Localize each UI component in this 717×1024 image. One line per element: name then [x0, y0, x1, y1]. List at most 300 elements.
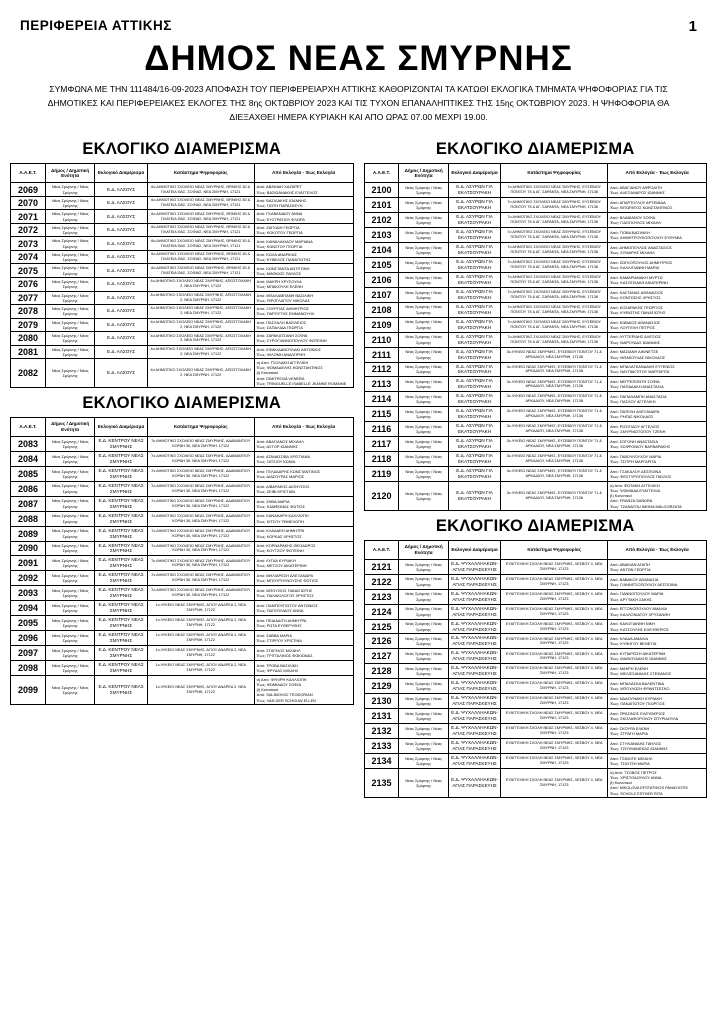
cell-municipality: Νέας Σμύρνης / Νέας Σμύρνης — [45, 183, 94, 197]
cell-venue: 1ο ΛΥΚΕΙΟ ΝΕΑΣ ΣΜΥΡΝΗΣ, ΑΓΙΟΥ ΑΝΔΡΕΑ 2, ΝΕΑ ΣΜΥΡΝΗ, 17122 — [147, 675, 254, 704]
cell-venue: ΕΥΑΓΓΕΛΙΚΗ ΣΧΟΛΗ ΝΕΑΣ ΣΜΥΡΝΗΣ, ΛΕΣΒΟΥ 4, ΝΕΑ ΣΜΥΡΝΗ, 17123 — [501, 664, 608, 679]
cell-municipality: Νέας Σμύρνης / Νέας Σμύρνης — [45, 661, 94, 676]
cell-aet: 2075 — [11, 264, 46, 278]
col-header-aet: Α.Α.Ε.Τ. — [11, 417, 46, 436]
cell-aet: 2116 — [364, 422, 399, 437]
cell-municipality: Νέας Σμύρνης / Νέας Σμύρνης — [399, 302, 448, 317]
cell-aet: 2115 — [364, 407, 399, 422]
cell-municipality: Νέας Σμύρνης / Νέας Σμύρνης — [45, 237, 94, 251]
cell-voter-range: Από: ΤΡΟΒΑ ΒΑΣΙΛΙΚΗ Έως: ΦΡΥΔΑΣ ΜΙΧΑΗΛ — [254, 661, 353, 676]
table-row — [11, 586, 354, 601]
cell-municipality: Νέας Σμύρνης / Νέας Σμύρνης — [399, 183, 448, 198]
table-row — [11, 250, 354, 264]
cell-district: Ε.Δ. ΚΕΝΤΡΟΥ ΝΕΑΣ ΣΜΥΡΝΗΣ — [95, 511, 148, 526]
cell-district: Ε.Δ. ΨΥΧΑΛΛΗΑΚΩΝ-ΑΓΙΑΣ ΠΑΡΑΣΚΕΥΗΣ — [448, 589, 501, 604]
cell-venue: 4ο ΔΗΜΟΤΙΚΟ ΣΧΟΛΕΙΟ ΝΕΑΣ ΣΜΥΡΝΗΣ, ΑΠΟΣΤΟΛΑΚΗ 2, ΝΕΑ ΣΜΥΡΝΗ, 17122 — [147, 345, 254, 359]
cell-municipality: Νέας Σμύρνης / Νέας Σμύρνης — [45, 601, 94, 616]
cell-aet: 2132 — [364, 724, 399, 739]
cell-district: Ε.Δ. ΨΥΧΑΛΛΗΑΚΩΝ-ΑΓΙΑΣ ΠΑΡΑΣΚΕΥΗΣ — [448, 739, 501, 754]
cell-district: Ε.Δ. ΑΛΣΟΥΣ — [95, 318, 148, 332]
cell-venue: ΕΥΑΓΓΕΛΙΚΗ ΣΧΟΛΗ ΝΕΑΣ ΣΜΥΡΝΗΣ, ΛΕΣΒΟΥ 4, ΝΕΑ ΣΜΥΡΝΗ, 17123 — [501, 724, 608, 739]
cell-district: Ε.Δ. ΑΣΥΡΩΝ ΓΙΑ ΕΚΑΤΣΟΥΡΑΚΗ — [448, 257, 501, 272]
col-header-aet: Α.Α.Ε.Τ. — [364, 540, 399, 559]
cell-district: Ε.Δ. ΨΥΧΑΛΛΗΑΚΩΝ-ΑΓΙΑΣ ΠΑΡΑΣΚΕΥΗΣ — [448, 664, 501, 679]
cell-municipality: Νέας Σμύρνης / Νέας Σμύρνης — [45, 616, 94, 631]
cell-municipality: Νέας Σμύρνης / Νέας Σμύρνης — [399, 437, 448, 452]
cell-venue: 7ο ΔΗΜΟΤΙΚΟ ΣΧΟΛΕΙΟ ΝΕΑΣ ΣΜΥΡΝΗΣ, ΑΔΑΜΑΝΤΙΟΥ ΚΟΡΑΗ 30, ΝΕΑ ΣΜΥΡΝΗ, 17122 — [147, 496, 254, 511]
cell-district: Ε.Δ. ΚΕΝΤΡΟΥ ΝΕΑΣ ΣΜΥΡΝΗΣ — [95, 496, 148, 511]
cell-district: Ε.Δ. ΚΕΝΤΡΟΥ ΝΕΑΣ ΣΜΥΡΝΗΣ — [95, 631, 148, 646]
cell-district: Ε.Δ. ΨΥΧΑΛΛΗΑΚΩΝ-ΑΓΙΑΣ ΠΑΡΑΣΚΕΥΗΣ — [448, 574, 501, 589]
cell-aet: 2091 — [11, 556, 46, 571]
cell-municipality: Νέας Σμύρνης / Νέας Σμύρνης — [45, 332, 94, 346]
cell-voter-range: Από: ΠΕΔΙΑΔΙΤΗ ΔΗΜΗΤΡΑ Έως: ΡΩΤΑ ΕΥΘΕΡΥΘΗΣ — [254, 616, 353, 631]
page-number: 1 — [688, 18, 697, 35]
cell-district: Ε.Δ. ΚΕΝΤΡΟΥ ΝΕΑΣ ΣΜΥΡΝΗΣ — [95, 586, 148, 601]
cell-municipality: Νέας Σμύρνης / Νέας Σμύρνης — [399, 574, 448, 589]
cell-aet: 2131 — [364, 709, 399, 724]
table-row — [364, 664, 707, 679]
table-row — [11, 277, 354, 291]
cell-venue: 6ο ΔΗΜΟΤΙΚΟ ΣΧΟΛΕΙΟ ΝΕΑΣ ΣΜΥΡΝΗΣ, ΘΡΑΚΗΣ 30 & ΠΛΑΤΕΙΑ ΘΑΣ. ΣΟΦΙΑΣ, ΝΕΑ ΣΜΥΡΝΗ, 17121 — [147, 250, 254, 264]
cell-voter-range: Από: ΠΑΤΕΛΗ ΑΛΕΞΑΝΔΡΑ Έως: ΡΗΓΑΣ ΝΙΚΟΛΑΟΣ — [608, 407, 707, 422]
cell-voter-range: Από: ΒΛΑΒΙΑΝΟΥ ΣΟΦΙΑ Έως: ΓΙΔΟΠΟΥΛΟΣ ΜΙΧΑΗΛ — [608, 213, 707, 228]
cell-voter-range: Από: ΣΟΓΟΝΗ ΑΝΑΣΤΑΣΙΑ Έως: ΣΩΦΡΟΝΙΟΥ ΒΑΡΒΑΡΑΚΗΣ — [608, 437, 707, 452]
col-header-range: Από Εκλογέα - Έως Εκλογέα — [608, 164, 707, 183]
region-title: ΠΕΡΙΦΕΡΕΙΑ ΑΤΤΙΚΗΣ — [20, 18, 172, 33]
cell-venue: ΕΥΑΓΓΕΛΙΚΗ ΣΧΟΛΗ ΝΕΑΣ ΣΜΥΡΝΗΣ, ΛΕΣΒΟΥ 4, ΝΕΑ ΣΜΥΡΝΗ, 17123 — [501, 709, 608, 724]
cell-venue: ΕΥΑΓΓΕΛΙΚΗ ΣΧΟΛΗ ΝΕΑΣ ΣΜΥΡΝΗΣ, ΛΕΣΒΟΥ 4, ΝΕΑ ΣΜΥΡΝΗ, 17123 — [501, 753, 608, 768]
table-row — [11, 332, 354, 346]
table-row — [364, 257, 707, 272]
page-subtitle: ΣΥΜΦΩΝΑ ΜΕ ΤΗΝ 111484/16-09-2023 ΑΠΟΦΑΣΗ ΤΟΥ ΠΕΡΙΦΕΡΕΙΑΡΧΗ ΑΤΤΙΚΗΣ ΚΑΘΟΡΙΖΟΝΤΑΙ ΤΑ ΚΑΤΩΘΙ ΕΚΛΟΓΙΚΑ ΤΜΗΜΑΤΑ ΨΗΦΟΦΟΡΙΑΣ ΓΙΑ ΤΙΣ ΔΗΜΟΤΙΚΕΣ ΚΑΙ ΠΕΡΙΦΕΡΕΙΑΚΕΣ ΕΚΛΟΓΕΣ ΤΗΣ 8ης ΟΚΤΩΒΡΙΟΥ 2023 ΚΑΙ ΤΙΣ ΤΥΧΟΝ ΕΠΑΝΑΛΗΠΤΙΚΕΣ ΤΗΣ 15ης ΟΚΤΩΒΡΙΟΥ 2023. Η ΨΗΦΟΦΟΡΙΑ ΘΑ ΔΙΕΞΑΧΘΕΙ ΗΜΕΡΑ ΚΥΡΙΑΚΗ ΚΑΙ ΑΠΟ ΩΡΑΣ 07.00 ΜΕΧΡΙ 19.00. — [47, 83, 670, 123]
cell-aet: 2124 — [364, 604, 399, 619]
cell-municipality: Νέας Σμύρνης / Νέας Σμύρνης — [45, 646, 94, 661]
cell-venue: 6ο ΔΗΜΟΤΙΚΟ ΣΧΟΛΕΙΟ ΝΕΑΣ ΣΜΥΡΝΗΣ, ΘΡΑΚΗΣ 30 & ΠΛΑΤΕΙΑ ΘΑΣ. ΣΟΦΙΑΣ, ΝΕΑ ΣΜΥΡΝΗ, 17121 — [147, 237, 254, 251]
cell-voter-range: Από: ΚΥΠΑΡΙΣΣΗ ΑΙΚΑΤΕΡΙΝΗ Έως: ΜΑΘΙΟΥΔΑΚΗΣ ΙΩΑΝΝΗΣ — [608, 649, 707, 664]
cell-district: Ε.Δ. ΨΥΧΑΛΛΗΑΚΩΝ-ΑΓΙΑΣ ΠΑΡΑΣΚΕΥΗΣ — [448, 724, 501, 739]
cell-municipality: Νέας Σμύρνης / Νέας Σμύρνης — [45, 318, 94, 332]
cell-voter-range: Από: ΖΑΓΚΑΙΗ ΓΕΩΡΓΙΑ Έως: ΚΟΚΟΤΟΥ ΓΕΩΡΓΙΑ — [254, 223, 353, 237]
cell-venue: ΕΥΑΓΓΕΛΙΚΗ ΣΧΟΛΗ ΝΕΑΣ ΣΜΥΡΝΗΣ, ΛΕΣΒΟΥ 4, ΝΕΑ ΣΜΥΡΝΗ, 17123 — [501, 679, 608, 694]
table-row — [364, 753, 707, 768]
cell-voter-range: Από: ΛΥΓΔΑ ΚΥΡΙΑΚΗ Έως: ΜΕΤΣΟΥ ΑΙΚΑΤΕΡΙΝΗ — [254, 556, 353, 571]
table-row — [364, 198, 707, 213]
col-header-range: Από Εκλογέα - Έως Εκλογέα — [254, 417, 353, 436]
table-row — [11, 631, 354, 646]
cell-aet: 2099 — [11, 675, 46, 704]
cell-venue: 3ο ΛΥΚΕΙΟ ΝΕΑΣ ΣΜΥΡΝΗΣ, ΕΥΣΕΒΙΟΥ ΠΟΝΤΟΥ 71 & ΑΡΚΑΔΙΟΥ, ΝΕΑ ΣΜΥΡΝΗ, 17136 — [501, 377, 608, 392]
cell-municipality: Νέας Σμύρνης / Νέας Σμύρνης — [45, 436, 94, 451]
cell-voter-range: Από: ΕΓΓΟΝΟΠΟΥΛΟΥ ΑΜΑΛΙΑ Έως: ΚΑΛΛΟΝΙΑΤΟΥ ΧΡΥΣΑΝΘΗ — [608, 604, 707, 619]
cell-municipality: Νέας Σμύρνης / Νέας Σμύρνης — [399, 452, 448, 467]
cell-venue: 4ο ΔΗΜΟΤΙΚΟ ΣΧΟΛΕΙΟ ΝΕΑΣ ΣΜΥΡΝΗΣ, ΑΠΟΣΤΟΛΑΚΗ 2, ΝΕΑ ΣΜΥΡΝΗ, 17122 — [147, 305, 254, 319]
table-row — [11, 318, 354, 332]
table-row — [364, 228, 707, 243]
cell-aet: 2088 — [11, 511, 46, 526]
col-header-municipality: Δήμος / Δημοτική Ενότητα — [45, 164, 94, 183]
table-row — [11, 210, 354, 224]
cell-aet: 2101 — [364, 198, 399, 213]
cell-district: Ε.Δ. ΚΕΝΤΡΟΥ ΝΕΑΣ ΣΜΥΡΝΗΣ — [95, 556, 148, 571]
cell-venue: 6ο ΔΗΜΟΤΙΚΟ ΣΧΟΛΕΙΟ ΝΕΑΣ ΣΜΥΡΝΗΣ, ΘΡΑΚΗΣ 30 & ΠΛΑΤΕΙΑ ΘΑΣ. ΣΟΦΙΑΣ, ΝΕΑ ΣΜΥΡΝΗ, 17121 — [147, 196, 254, 210]
cell-aet: 2093 — [11, 586, 46, 601]
cell-district: Ε.Δ. ΑΛΣΟΥΣ — [95, 183, 148, 197]
cell-district: Ε.Δ. ΚΕΝΤΡΟΥ ΝΕΑΣ ΣΜΥΡΝΗΣ — [95, 571, 148, 586]
cell-venue: 3ο ΛΥΚΕΙΟ ΝΕΑΣ ΣΜΥΡΝΗΣ, ΕΥΣΕΒΙΟΥ ΠΟΝΤΟΥ 71 & ΑΡΚΑΔΙΟΥ, ΝΕΑ ΣΜΥΡΝΗ, 17136 — [501, 467, 608, 482]
cell-district: Ε.Δ. ΑΛΣΟΥΣ — [95, 264, 148, 278]
cell-venue: 7ο ΔΗΜΟΤΙΚΟ ΣΧΟΛΕΙΟ ΝΕΑΣ ΣΜΥΡΝΗΣ, ΑΔΑΜΑΝΤΙΟΥ ΚΟΡΑΗ 30, ΝΕΑ ΣΜΥΡΝΗ, 17122 — [147, 451, 254, 466]
cell-venue: 7ο ΔΗΜΟΤΙΚΟ ΣΧΟΛΕΙΟ ΝΕΑΣ ΣΜΥΡΝΗΣ, ΑΔΑΜΑΝΤΙΟΥ ΚΟΡΑΗ 30, ΝΕΑ ΣΜΥΡΝΗ, 17122 — [147, 481, 254, 496]
electoral-table-2 — [10, 417, 354, 705]
cell-voter-range: Από: ΚΩΒΑΙΟΣ ΑΘΑΝΑΣΙΟΣ Έως: ΛΟΥΓΕΛΗ ΠΕΤΡΟΣ — [608, 317, 707, 332]
cell-voter-range: Από: ΠΡΑΣΙΝΟΣ ΕΛΕΥΘΕΡΙΟΣ Έως: ΣΚΟΛΑΦΟΡΟΛΟΥ ΣΠΥΡΙΔΟΥΛΑ — [608, 709, 707, 724]
section-title-4: ΕΚΛΟΓΙΚΟ ΔΙΑΜΕΡΙΣΜΑ — [435, 516, 635, 535]
cell-municipality: Νέας Σμύρνης / Νέας Σμύρνης — [399, 753, 448, 768]
cell-venue: ΕΥΑΓΓΕΛΙΚΗ ΣΧΟΛΗ ΝΕΑΣ ΣΜΥΡΝΗΣ, ΛΕΣΒΟΥ 4, ΝΕΑ ΣΜΥΡΝΗ, 17123 — [501, 619, 608, 634]
cell-district: Ε.Δ. ΑΣΥΡΩΝ ΓΙΑ ΕΚΑΤΣΟΥΡΑΚΗ — [448, 243, 501, 258]
cell-aet: 2085 — [11, 466, 46, 481]
cell-district: Ε.Δ. ΨΥΧΑΛΛΗΑΚΩΝ-ΑΓΙΑΣ ΠΑΡΑΣΚΕΥΗΣ — [448, 709, 501, 724]
cell-municipality: Νέας Σμύρνης / Νέας Σμύρνης — [399, 694, 448, 709]
cell-voter-range: Από: ΚΩΛΑ ΑΝΔΡΙΚΑΣ Έως: ΚΥΒΕΛΟΣ ΠΑΝΑΓΙΩΤΗΣ — [254, 250, 353, 264]
cell-municipality: Νέας Σμύρνης / Νέας Σμύρνης — [45, 481, 94, 496]
cell-voter-range: α) Από: ΤΣΟΛΑΚΗ ΑΓΓΕΛΙΚΗ Έως: ΨΩΜΑΔΕΛΗΣ ΚΩΝΣΤΑΝΤΙΝΟΣ β) Κοινοτικοί Από: DIMITROVA VENERA Έως: TRINGUELLE ISABELLE JEANNE ROMAINE — [254, 359, 353, 388]
cell-venue: 7ο ΔΗΜΟΤΙΚΟ ΣΧΟΛΕΙΟ ΝΕΑΣ ΣΜΥΡΝΗΣ, ΕΥΣΕΒΙΟΥ ΠΟΝΤΟΥ 75 & ΑΓ. ΣΑΡΑΝΤΑ, ΝΕΑ ΣΜΥΡΝΗ, 17136 — [501, 317, 608, 332]
cell-district: Ε.Δ. ΚΕΝΤΡΟΥ ΝΕΑΣ ΣΜΥΡΝΗΣ — [95, 675, 148, 704]
cell-district: Ε.Δ. ΑΣΥΡΩΝ ΓΙΑ ΕΚΑΤΣΟΥΡΑΚΗ — [448, 347, 501, 362]
cell-municipality: Νέας Σμύρνης / Νέας Σμύρνης — [399, 619, 448, 634]
table-row — [11, 556, 354, 571]
cell-venue: 3ο ΛΥΚΕΙΟ ΝΕΑΣ ΣΜΥΡΝΗΣ, ΕΥΣΕΒΙΟΥ ΠΟΝΤΟΥ 71 & ΑΡΚΑΔΙΟΥ, ΝΕΑ ΣΜΥΡΝΗ, 17136 — [501, 452, 608, 467]
cell-venue: 4ο ΔΗΜΟΤΙΚΟ ΣΧΟΛΕΙΟ ΝΕΑΣ ΣΜΥΡΝΗΣ, ΑΠΟΣΤΟΛΑΚΗ 2, ΝΕΑ ΣΜΥΡΝΗ, 17122 — [147, 318, 254, 332]
table-row — [364, 362, 707, 377]
table-row — [364, 392, 707, 407]
table-row — [364, 589, 707, 604]
cell-voter-range: Από: ΑΒΑΓΙΑΝΟΣ ΜΙΧΑΗΛ Έως: ΑΣΤΟΡ ΙΩΑΝΝΗΣ — [254, 436, 353, 451]
cell-venue: 1ο ΛΥΚΕΙΟ ΝΕΑΣ ΣΜΥΡΝΗΣ, ΑΓΙΟΥ ΑΝΔΡΕΑ 2, ΝΕΑ ΣΜΥΡΝΗ, 17122 — [147, 646, 254, 661]
table-row — [364, 739, 707, 754]
table-row — [11, 466, 354, 481]
cell-aet: 2073 — [11, 237, 46, 251]
cell-municipality: Νέας Σμύρνης / Νέας Σμύρνης — [399, 257, 448, 272]
col-header-venue: Κατάστημα Ψηφοφορίας — [501, 540, 608, 559]
cell-district: Ε.Δ. ΨΥΧΑΛΛΗΑΚΩΝ-ΑΓΙΑΣ ΠΑΡΑΣΚΕΥΗΣ — [448, 619, 501, 634]
col-header-district: Εκλογικό Διαμέρισμα — [95, 164, 148, 183]
cell-venue: 7ο ΔΗΜΟΤΙΚΟ ΣΧΟΛΕΙΟ ΝΕΑΣ ΣΜΥΡΝΗΣ, ΕΥΣΕΒΙΟΥ ΠΟΝΤΟΥ 75 & ΑΓ. ΣΑΡΑΝΤΑ, ΝΕΑ ΣΜΥΡΝΗ, 17136 — [501, 198, 608, 213]
cell-venue: 7ο ΔΗΜΟΤΙΚΟ ΣΧΟΛΕΙΟ ΝΕΑΣ ΣΜΥΡΝΗΣ, ΑΔΑΜΑΝΤΙΟΥ ΚΟΡΑΗ 30, ΝΕΑ ΣΜΥΡΝΗ, 17122 — [147, 586, 254, 601]
cell-municipality: Νέας Σμύρνης / Νέας Σμύρνης — [399, 332, 448, 347]
cell-venue: 7ο ΔΗΜΟΤΙΚΟ ΣΧΟΛΕΙΟ ΝΕΑΣ ΣΜΥΡΝΗΣ, ΕΥΣΕΒΙΟΥ ΠΟΝΤΟΥ 75 & ΑΓ. ΣΑΡΑΝΤΑ, ΝΕΑ ΣΜΥΡΝΗ, 17136 — [501, 287, 608, 302]
cell-municipality: Νέας Σμύρνης / Νέας Σμύρνης — [399, 649, 448, 664]
cell-venue: 7ο ΔΗΜΟΤΙΚΟ ΣΧΟΛΕΙΟ ΝΕΑΣ ΣΜΥΡΝΗΣ, ΕΥΣΕΒΙΟΥ ΠΟΝΤΟΥ 75 & ΑΓ. ΣΑΡΑΝΤΑ, ΝΕΑ ΣΜΥΡΝΗ, 17136 — [501, 272, 608, 287]
cell-municipality: Νέας Σμύρνης / Νέας Σμύρνης — [45, 291, 94, 305]
cell-voter-range: Από: ΛΥΤΤΕΡΙΔΗΣ ΑΛΕΞΙΟΣ Έως: ΜΑΡΟΥΔΑΣ ΙΩΑΝΝΗΣ — [608, 332, 707, 347]
cell-municipality: Νέας Σμύρνης / Νέας Σμύρνης — [45, 277, 94, 291]
table-row — [11, 196, 354, 210]
electoral-table-3 — [364, 163, 708, 511]
cell-municipality: Νέας Σμύρνης / Νέας Σμύρνης — [45, 675, 94, 704]
cell-aet: 2130 — [364, 694, 399, 709]
cell-aet: 2079 — [11, 318, 46, 332]
cell-aet: 2135 — [364, 768, 399, 797]
cell-aet: 2094 — [11, 601, 46, 616]
table-row — [11, 305, 354, 319]
cell-district: Ε.Δ. ΚΕΝΤΡΟΥ ΝΕΑΣ ΣΜΥΡΝΗΣ — [95, 661, 148, 676]
cell-voter-range: Από: ΚΑΜΑΡΙΑΝΑΚΗ ΜΥΡΤΩ Έως: ΚΑΣΟΠΛΑΚΗ ΑΙΚΑΤΕΡΙΝΗ — [608, 272, 707, 287]
cell-municipality: Νέας Σμύρνης / Νέας Σμύρνης — [399, 679, 448, 694]
cell-voter-range: Από: ΜΠΑΛΑΣΚΑ ΒΑΛΕΝΤΙΝΑ Έως: ΜΠΟΥΛΩΣΗ ΦΡΑΝΤΣΕΣΚΟ — [608, 679, 707, 694]
cell-district: Ε.Δ. ΑΛΣΟΥΣ — [95, 359, 148, 388]
cell-aet: 2092 — [11, 571, 46, 586]
cell-municipality: Νέας Σμύρνης / Νέας Σμύρνης — [45, 210, 94, 224]
col-header-range: Από Εκλογέα - Έως Εκλογέα — [254, 164, 353, 183]
cell-voter-range: Από: ΝΔΑΟΥΝΑΚΗ ΚΥΡΙΑΚΗ Έως: ΠΑΝΑΓΙΩΤΟΥ ΓΕΩΡΓΙΟΣ — [608, 694, 707, 709]
cell-aet: 2072 — [11, 223, 46, 237]
cell-district: Ε.Δ. ΚΕΝΤΡΟΥ ΝΕΑΣ ΣΜΥΡΝΗΣ — [95, 526, 148, 541]
cell-municipality: Νέας Σμύρνης / Νέας Σμύρνης — [399, 347, 448, 362]
cell-municipality: Νέας Σμύρνης / Νέας Σμύρνης — [45, 586, 94, 601]
table-row — [364, 213, 707, 228]
table-row — [364, 422, 707, 437]
cell-aet: 2129 — [364, 679, 399, 694]
cell-district: Ε.Δ. ΑΛΣΟΥΣ — [95, 332, 148, 346]
table-row — [364, 559, 707, 574]
cell-voter-range: Από: ΜΑΣΙΑΝΗ ΑΙΚΙΝΕΤΣΕ Έως: ΜΠΑΚΟΥΛΑΣ ΝΙΚΟΛΑΟΣ — [608, 347, 707, 362]
cell-aet: 2069 — [11, 183, 46, 197]
cell-voter-range: Από: ΓΚΑΒΑΝΙΔΟΥ ΑΝΝΑ Έως: ΕΥΣΤΡΑΤΙΟΥ ΦΛΩΡΑ — [254, 210, 353, 224]
cell-aet: 2070 — [11, 196, 46, 210]
cell-municipality: Νέας Σμύρνης / Νέας Σμύρνης — [399, 198, 448, 213]
cell-voter-range: α) Από: ΦΥΚΙΡΗ ΚΑΛΛΙΟΠΗ Έως: ΨΩΜΙΑΔΟΥ ΣΟΦΙΑ β) Κοινοτικοί Από: SALIMOVICI TEODORIAN Έως: VAN DER SCHOUW ELLEN — [254, 675, 353, 704]
cell-venue: 3ο ΛΥΚΕΙΟ ΝΕΑΣ ΣΜΥΡΝΗΣ, ΕΥΣΕΒΙΟΥ ΠΟΝΤΟΥ 71 & ΑΡΚΑΔΙΟΥ, ΝΕΑ ΣΜΥΡΝΗ, 17136 — [501, 437, 608, 452]
cell-municipality: Νέας Σμύρνης / Νέας Σμύρνης — [399, 362, 448, 377]
cell-district: Ε.Δ. ΨΥΧΑΛΛΗΑΚΩΝ-ΑΓΙΑΣ ΠΑΡΑΣΚΕΥΗΣ — [448, 559, 501, 574]
cell-aet: 2127 — [364, 649, 399, 664]
cell-aet: 2126 — [364, 634, 399, 649]
cell-voter-range: Από: ΡΙΖΟΓΙΔΟΥ ΑΓΓΕΛΙΟΣ Έως: ΣΜΥΡΝΙΩΤΟΠΟΥ ΤΖΕΝΗ — [608, 422, 707, 437]
cell-voter-range: Από: ΜΗΛΙΑΡΕΣΗ ΑΛΕΞΑΝΔΡΑ Έως: ΜΠΟΥΡΟΥΝΟΥΣΗΣ ΦΩΤΙΟΣ — [254, 571, 353, 586]
table-header-row — [11, 164, 354, 183]
cell-voter-range: Από: ΒΑΒΑΚΟΥ ΑΘΑΝΑΣΙΑ Έως: ΓΙΑΝΝΙΤΣΟΠΟΥΛΟΥ ΔΕΣΠΟΙΝΑ — [608, 574, 707, 589]
table-header-row — [364, 164, 707, 183]
table-row — [11, 526, 354, 541]
cell-voter-range: Από: ΑΒΑΚΙΑΝ ΑΓΑΠΗ Έως: ΑΝΤΩΝ ΓΕΩΡΓΙΑ — [608, 559, 707, 574]
cell-voter-range: Από: ΜΑΚΡΗ ΧΡΥΣΟΥΛΑ Έως: ΜΠΑΚΟΥΛΗ ΕΛΕΝΗ — [254, 277, 353, 291]
col-header-range: Από Εκλογέα - Έως Εκλογέα — [608, 540, 707, 559]
table-row — [11, 616, 354, 631]
cell-aet: 2082 — [11, 359, 46, 388]
cell-aet: 2121 — [364, 559, 399, 574]
cell-voter-range: Από: ΜΠΟΥΣΙΟΣ ΠΑΝΑΓΙΩΤΗΣ Έως: ΠΑΛΑΙΟΛΟΓΟΣ ΧΡΗΣΤΟΣ — [254, 586, 353, 601]
cell-district: Ε.Δ. ΑΣΥΡΩΝ ΓΙΑ ΕΚΑΤΣΟΥΡΑΚΗ — [448, 183, 501, 198]
cell-venue: ΕΥΑΓΓΕΛΙΚΗ ΣΧΟΛΗ ΝΕΑΣ ΣΜΥΡΝΗΣ, ΛΕΣΒΟΥ 4, ΝΕΑ ΣΜΥΡΝΗ, 17123 — [501, 604, 608, 619]
cell-voter-range: Από: ΚΑΣΤΑΝΑΣ ΑΘΑΝΑΣΙΟΣ Έως: ΚΟΝΤΩΣΗΣ ΧΡΗΣΤΟΣ — [608, 287, 707, 302]
cell-voter-range: Από: ΜΠΑΛΑΓΚΑΝΔΑΚΗ ΕΥΓΕΝΙΟΣ Έως: ΝΑΥΠΑΚΤΙΤΟΥ ΜΑΡΓΑΡΙΤΑ — [608, 362, 707, 377]
cell-voter-range: Από: ΞΟΥΡΓΙΑΣ ΔΗΜΗΤΡΙΟΣ Έως: ΠΑΡΟΥΤΗΣ ΕΜΜΑΝΟΥΗΛ — [254, 305, 353, 319]
cell-municipality: Νέας Σμύρνης / Νέας Σμύρνης — [399, 724, 448, 739]
cell-venue: 1ο ΛΥΚΕΙΟ ΝΕΑΣ ΣΜΥΡΝΗΣ, ΑΓΙΟΥ ΑΝΔΡΕΑ 2, ΝΕΑ ΣΜΥΡΝΗ, 17122 — [147, 601, 254, 616]
table-row — [364, 183, 707, 198]
table-row — [364, 302, 707, 317]
cell-venue: 1ο ΛΥΚΕΙΟ ΝΕΑΣ ΣΜΥΡΝΗΣ, ΑΓΙΟΥ ΑΝΔΡΕΑ 2, ΝΕΑ ΣΜΥΡΝΗ, 17122 — [147, 631, 254, 646]
cell-aet: 2119 — [364, 467, 399, 482]
electoral-table-1 — [10, 163, 354, 388]
cell-aet: 2107 — [364, 287, 399, 302]
cell-voter-range: Από: ΖΗΒΑ ΜΑΡΙΑ Έως: ΚΑΜΦΩΝΑΣ ΦΩΤΙΟΣ — [254, 496, 353, 511]
cell-venue: 7ο ΔΗΜΟΤΙΚΟ ΣΧΟΛΕΙΟ ΝΕΑΣ ΣΜΥΡΝΗΣ, ΕΥΣΕΒΙΟΥ ΠΟΝΤΟΥ 75 & ΑΓ. ΣΑΡΑΝΤΑ, ΝΕΑ ΣΜΥΡΝΗ, 17136 — [501, 302, 608, 317]
cell-aet: 2102 — [364, 213, 399, 228]
cell-aet: 2078 — [11, 305, 46, 319]
table-row — [364, 407, 707, 422]
cell-municipality: Νέας Σμύρνης / Νέας Σμύρνης — [399, 664, 448, 679]
cell-voter-range: Από: ΝΕΓΡΕΠΟΝΤΗ ΣΟΦΙΑ Έως: ΠΑΠΑΔΑΚΗ ΑΝΑΣΤΑΣΙΑ — [608, 377, 707, 392]
cell-aet: 2117 — [364, 437, 399, 452]
col-header-municipality: Δήμος / Δημοτική Ενότητα — [45, 417, 94, 436]
table-row — [11, 291, 354, 305]
cell-voter-range: α) Από: ΤΣΟΒΟΣ ΠΕΤΡΟΣ Έως: ΧΡΙΣΤΟΔΟΥΛΟΥ ΑΝΝΑ β) Κοινοτικοί Από: NIKOLOVA EFSTATHIOS PANAYIOTIS Έως: SCHOLZ ESTHER RITA — [608, 768, 707, 797]
cell-venue: 3ο ΛΥΚΕΙΟ ΝΕΑΣ ΣΜΥΡΝΗΣ, ΕΥΣΕΒΙΟΥ ΠΟΝΤΟΥ 71 & ΑΡΚΑΔΙΟΥ, ΝΕΑ ΣΜΥΡΝΗ, 17136 — [501, 482, 608, 511]
table-row — [364, 272, 707, 287]
table-row — [11, 511, 354, 526]
section-title-2: ΕΚΛΟΓΙΚΟ ΔΙΑΜΕΡΙΣΜΑ — [82, 393, 282, 412]
cell-district: Ε.Δ. ΚΕΝΤΡΟΥ ΝΕΑΣ ΣΜΥΡΝΗΣ — [95, 616, 148, 631]
table-row — [11, 496, 354, 511]
cell-aet: 2133 — [364, 739, 399, 754]
table-row — [11, 646, 354, 661]
cell-district: Ε.Δ. ΑΣΥΡΩΝ ΓΙΑ ΕΚΑΤΣΟΥΡΑΚΗ — [448, 437, 501, 452]
col-header-venue: Κατάστημα Ψηφοφορίας — [501, 164, 608, 183]
cell-venue: ΕΥΑΓΓΕΛΙΚΗ ΣΧΟΛΗ ΝΕΑΣ ΣΜΥΡΝΗΣ, ΛΕΣΒΟΥ 4, ΝΕΑ ΣΜΥΡΝΗ, 17123 — [501, 634, 608, 649]
table-row — [364, 604, 707, 619]
cell-district: Ε.Δ. ΚΕΝΤΡΟΥ ΝΕΑΣ ΣΜΥΡΝΗΣ — [95, 481, 148, 496]
cell-aet: 2086 — [11, 481, 46, 496]
cell-aet: 2081 — [11, 345, 46, 359]
table-row — [364, 377, 707, 392]
cell-district: Ε.Δ. ΨΥΧΑΛΛΗΑΚΩΝ-ΑΓΙΑΣ ΠΑΡΑΣΚΕΥΗΣ — [448, 679, 501, 694]
cell-district: Ε.Δ. ΨΥΧΑΛΛΗΑΚΩΝ-ΑΓΙΑΣ ΠΑΡΑΣΚΕΥΗΣ — [448, 694, 501, 709]
cell-municipality: Νέας Σμύρνης / Νέας Σμύρνης — [399, 228, 448, 243]
table-row — [364, 694, 707, 709]
cell-aet: 2113 — [364, 377, 399, 392]
cell-aet: 2103 — [364, 228, 399, 243]
cell-municipality: Νέας Σμύρνης / Νέας Σμύρνης — [399, 739, 448, 754]
cell-venue: 3ο ΛΥΚΕΙΟ ΝΕΑΣ ΣΜΥΡΝΗΣ, ΕΥΣΕΒΙΟΥ ΠΟΝΤΟΥ 71 & ΑΡΚΑΔΙΟΥ, ΝΕΑ ΣΜΥΡΝΗ, 17136 — [501, 347, 608, 362]
cell-aet: 2114 — [364, 392, 399, 407]
col-header-venue: Κατάστημα Ψηφοφορίας — [147, 417, 254, 436]
col-header-venue: Κατάστημα Ψηφοφορίας — [147, 164, 254, 183]
table-row — [11, 601, 354, 616]
electoral-table-4 — [364, 540, 708, 798]
cell-municipality: Νέας Σμύρνης / Νέας Σμύρνης — [399, 709, 448, 724]
cell-venue: ΕΥΑΓΓΕΛΙΚΗ ΣΧΟΛΗ ΝΕΑΣ ΣΜΥΡΝΗΣ, ΛΕΣΒΟΥ 4, ΝΕΑ ΣΜΥΡΝΗ, 17123 — [501, 574, 608, 589]
cell-aet: 2100 — [364, 183, 399, 198]
col-header-aet: Α.Α.Ε.Τ. — [364, 164, 399, 183]
table-row — [364, 649, 707, 664]
cell-voter-range: Από: ΤΣΙΜΟΓΕ ΜΙΧΑΗΛ Έως: ΤΣΙΩΤΣΗ ΜΑΡΙΑ — [608, 753, 707, 768]
table-row — [11, 661, 354, 676]
cell-district: Ε.Δ. ΑΣΥΡΩΝ ΓΙΑ ΕΚΑΤΣΟΥΡΑΚΗ — [448, 332, 501, 347]
table-row — [364, 574, 707, 589]
cell-district: Ε.Δ. ΑΛΣΟΥΣ — [95, 237, 148, 251]
cell-venue: 6ο ΔΗΜΟΤΙΚΟ ΣΧΟΛΕΙΟ ΝΕΑΣ ΣΜΥΡΝΗΣ, ΘΡΑΚΗΣ 30 & ΠΛΑΤΕΙΑ ΘΑΣ. ΣΟΦΙΑΣ, ΝΕΑ ΣΜΥΡΝΗ, 17121 — [147, 223, 254, 237]
cell-municipality: Νέας Σμύρνης / Νέας Σμύρνης — [45, 556, 94, 571]
cell-district: Ε.Δ. ΑΛΣΟΥΣ — [95, 291, 148, 305]
cell-voter-range: Από: ΚΛΑΔΑΚΗ ΔΗΜΗΤΡΑ Έως: ΚΟΡΚΑΣ ΧΡΗΣΤΟΣ — [254, 526, 353, 541]
cell-district: Ε.Δ. ΨΥΧΑΛΛΗΑΚΩΝ-ΑΓΙΑΣ ΠΑΡΑΣΚΕΥΗΣ — [448, 753, 501, 768]
cell-venue: 6ο ΔΗΜΟΤΙΚΟ ΣΧΟΛΕΙΟ ΝΕΑΣ ΣΜΥΡΝΗΣ, ΘΡΑΚΗΣ 30 & ΠΛΑΤΕΙΑ ΘΑΣ. ΣΟΦΙΑΣ, ΝΕΑ ΣΜΥΡΝΗ, 17121 — [147, 183, 254, 197]
cell-municipality: Νέας Σμύρνης / Νέας Σμύρνης — [45, 631, 94, 646]
cell-municipality: Νέας Σμύρνης / Νέας Σμύρνης — [399, 243, 448, 258]
cell-aet: 2076 — [11, 277, 46, 291]
cell-aet: 2122 — [364, 574, 399, 589]
cell-district: Ε.Δ. ΑΣΥΡΩΝ ΓΙΑ ΕΚΑΤΣΟΥΡΑΚΗ — [448, 317, 501, 332]
cell-district: Ε.Δ. ΑΛΣΟΥΣ — [95, 305, 148, 319]
cell-aet: 2084 — [11, 451, 46, 466]
cell-voter-range: Από: ΠΑΠΑΛΑΜΠΗ ΑΝΑΣΤΑΣΙΑ Έως: ΠΑΣΧΟΥ ΑΓΓΕΛΙΚΗ — [608, 392, 707, 407]
cell-municipality: Νέας Σμύρνης / Νέας Σμύρνης — [399, 768, 448, 797]
cell-venue: 3ο ΛΥΚΕΙΟ ΝΕΑΣ ΣΜΥΡΝΗΣ, ΕΥΣΕΒΙΟΥ ΠΟΝΤΟΥ 71 & ΑΡΚΑΔΙΟΥ, ΝΕΑ ΣΜΥΡΝΗ, 17136 — [501, 407, 608, 422]
cell-venue: 7ο ΔΗΜΟΤΙΚΟ ΣΧΟΛΕΙΟ ΝΕΑΣ ΣΜΥΡΝΗΣ, ΑΔΑΜΑΝΤΙΟΥ ΚΟΡΑΗ 30, ΝΕΑ ΣΜΥΡΝΗ, 17122 — [147, 526, 254, 541]
cell-voter-range: Από: ΚΛΑΔΑ ΑΜΑΛΙΑ Έως: ΚΥΝΗΓΟΥ ΒΕΝΕΤΙΑ — [608, 634, 707, 649]
cell-municipality: Νέας Σμύρνης / Νέας Σμύρνης — [399, 407, 448, 422]
cell-district: Ε.Δ. ΑΣΥΡΩΝ ΓΙΑ ΕΚΑΤΣΟΥΡΑΚΗ — [448, 228, 501, 243]
cell-venue: 3ο ΛΥΚΕΙΟ ΝΕΑΣ ΣΜΥΡΝΗΣ, ΕΥΣΕΒΙΟΥ ΠΟΝΤΟΥ 71 & ΑΡΚΑΔΙΟΥ, ΝΕΑ ΣΜΥΡΝΗ, 17136 — [501, 362, 608, 377]
cell-district: Ε.Δ. ΑΣΥΡΩΝ ΓΙΑ ΕΚΑΤΣΟΥΡΑΚΗ — [448, 407, 501, 422]
page-header — [0, 0, 717, 35]
cell-aet: 2105 — [364, 257, 399, 272]
col-header-municipality: Δήμος / Δημοτική Ενότητα — [399, 540, 448, 559]
cell-district: Ε.Δ. ΚΕΝΤΡΟΥ ΝΕΑΣ ΣΜΥΡΝΗΣ — [95, 436, 148, 451]
cell-aet: 2123 — [364, 589, 399, 604]
cell-venue: 4ο ΔΗΜΟΤΙΚΟ ΣΧΟΛΕΙΟ ΝΕΑΣ ΣΜΥΡΝΗΣ, ΑΠΟΣΤΟΛΑΚΗ 2, ΝΕΑ ΣΜΥΡΝΗ, 17122 — [147, 291, 254, 305]
cell-district: Ε.Δ. ΑΣΥΡΩΝ ΓΙΑ ΕΚΑΤΣΟΥΡΑΚΗ — [448, 302, 501, 317]
cell-municipality: Νέας Σμύρνης / Νέας Σμύρνης — [45, 496, 94, 511]
two-column-layout — [0, 134, 717, 797]
cell-municipality: Νέας Σμύρνης / Νέας Σμύρνης — [45, 451, 94, 466]
cell-voter-range: Από: ΣΑΡΑΚΑΤΣΑΝΗ ΣΟΦΙΑ Έως: ΣΥΡΟΓΙΑΝΝΟΠΟΥΛΟΥ ΦΩΤΕΙΝΗ — [254, 332, 353, 346]
cell-aet: 2095 — [11, 616, 46, 631]
cell-district: Ε.Δ. ΑΣΥΡΩΝ ΓΙΑ ΕΚΑΤΣΟΥΡΑΚΗ — [448, 198, 501, 213]
cell-aet: 2080 — [11, 332, 46, 346]
cell-aet: 2090 — [11, 541, 46, 556]
cell-district: Ε.Δ. ΑΣΥΡΩΝ ΓΙΑ ΕΚΑΤΣΟΥΡΑΚΗ — [448, 452, 501, 467]
cell-district: Ε.Δ. ΚΕΝΤΡΟΥ ΝΕΑΣ ΣΜΥΡΝΗΣ — [95, 646, 148, 661]
cell-voter-range: Από: ΖΩΓΚΟΠΟΥΛΟΣ ΔΗΜΗΤΡΙΟΣ Έως: ΚΑΛΛΙΓΙΑΝΝΗ ΜΑΡΙΑ — [608, 257, 707, 272]
cell-aet: 2087 — [11, 496, 46, 511]
cell-venue: ΕΥΑΓΓΕΛΙΚΗ ΣΧΟΛΗ ΝΕΑΣ ΣΜΥΡΝΗΣ, ΛΕΣΒΟΥ 4, ΝΕΑ ΣΜΥΡΝΗ, 17123 — [501, 559, 608, 574]
left-column — [10, 134, 354, 797]
cell-voter-range: Από: ΚΑΝΑΚΑΡΗ ΚΑΛΛΙΟΠΗ Έως: ΚΙΤΣΟΥ ΠΗΝΕΛΟΠΗ — [254, 511, 353, 526]
cell-district: Ε.Δ. ΑΛΣΟΥΣ — [95, 345, 148, 359]
cell-municipality: Νέας Σμύρνης / Νέας Σμύρνης — [399, 589, 448, 604]
table-row — [364, 634, 707, 649]
table-row — [364, 317, 707, 332]
cell-venue: 3ο ΛΥΚΕΙΟ ΝΕΑΣ ΣΜΥΡΝΗΣ, ΕΥΣΕΒΙΟΥ ΠΟΝΤΟΥ 71 & ΑΡΚΑΔΙΟΥ, ΝΕΑ ΣΜΥΡΝΗ, 17136 — [501, 422, 608, 437]
cell-municipality: Νέας Σμύρνης / Νέας Σμύρνης — [45, 511, 94, 526]
cell-district: Ε.Δ. ΚΕΝΤΡΟΥ ΝΕΑΣ ΣΜΥΡΝΗΣ — [95, 541, 148, 556]
cell-venue: 7ο ΔΗΜΟΤΙΚΟ ΣΧΟΛΕΙΟ ΝΕΑΣ ΣΜΥΡΝΗΣ, ΑΔΑΜΑΝΤΙΟΥ ΚΟΡΑΗ 30, ΝΕΑ ΣΜΥΡΝΗ, 17122 — [147, 511, 254, 526]
col-header-district: Εκλογικό Διαμέρισμα — [95, 417, 148, 436]
cell-district: Ε.Δ. ΑΣΥΡΩΝ ΓΙΑ ΕΚΑΤΣΟΥΡΑΚΗ — [448, 377, 501, 392]
cell-district: Ε.Δ. ΑΛΣΟΥΣ — [95, 223, 148, 237]
cell-voter-range: Από: ΣΤΥΛΙΑΝΙΔΗΣ ΠΑΥΛΟΣ Έως: ΤΖΟΥΜΑΝΕΚΑΣ ΙΩΑΝΝΗΣ — [608, 739, 707, 754]
cell-municipality: Νέας Σμύρνης / Νέας Σμύρνης — [399, 559, 448, 574]
cell-voter-range: Από: ΚΑΛΟΓΙΑΝΝΗ ΝΙΚΗ Έως: ΚΑΤΣΟΥΛΗΣ ΕΛΕΥΘΕΡΙΟΣ — [608, 619, 707, 634]
cell-municipality: Νέας Σμύρνης / Νέας Σμύρνης — [399, 422, 448, 437]
cell-voter-range: Από: ΒΑΣΙΛΑΚΗΣ ΙΩΑΝΝΗΣ Έως: ΓΙΩΤΗ ΠΑΡΑΣΚΕΥΗ — [254, 196, 353, 210]
cell-municipality: Νέας Σμύρνης / Νέας Σμύρνης — [45, 541, 94, 556]
